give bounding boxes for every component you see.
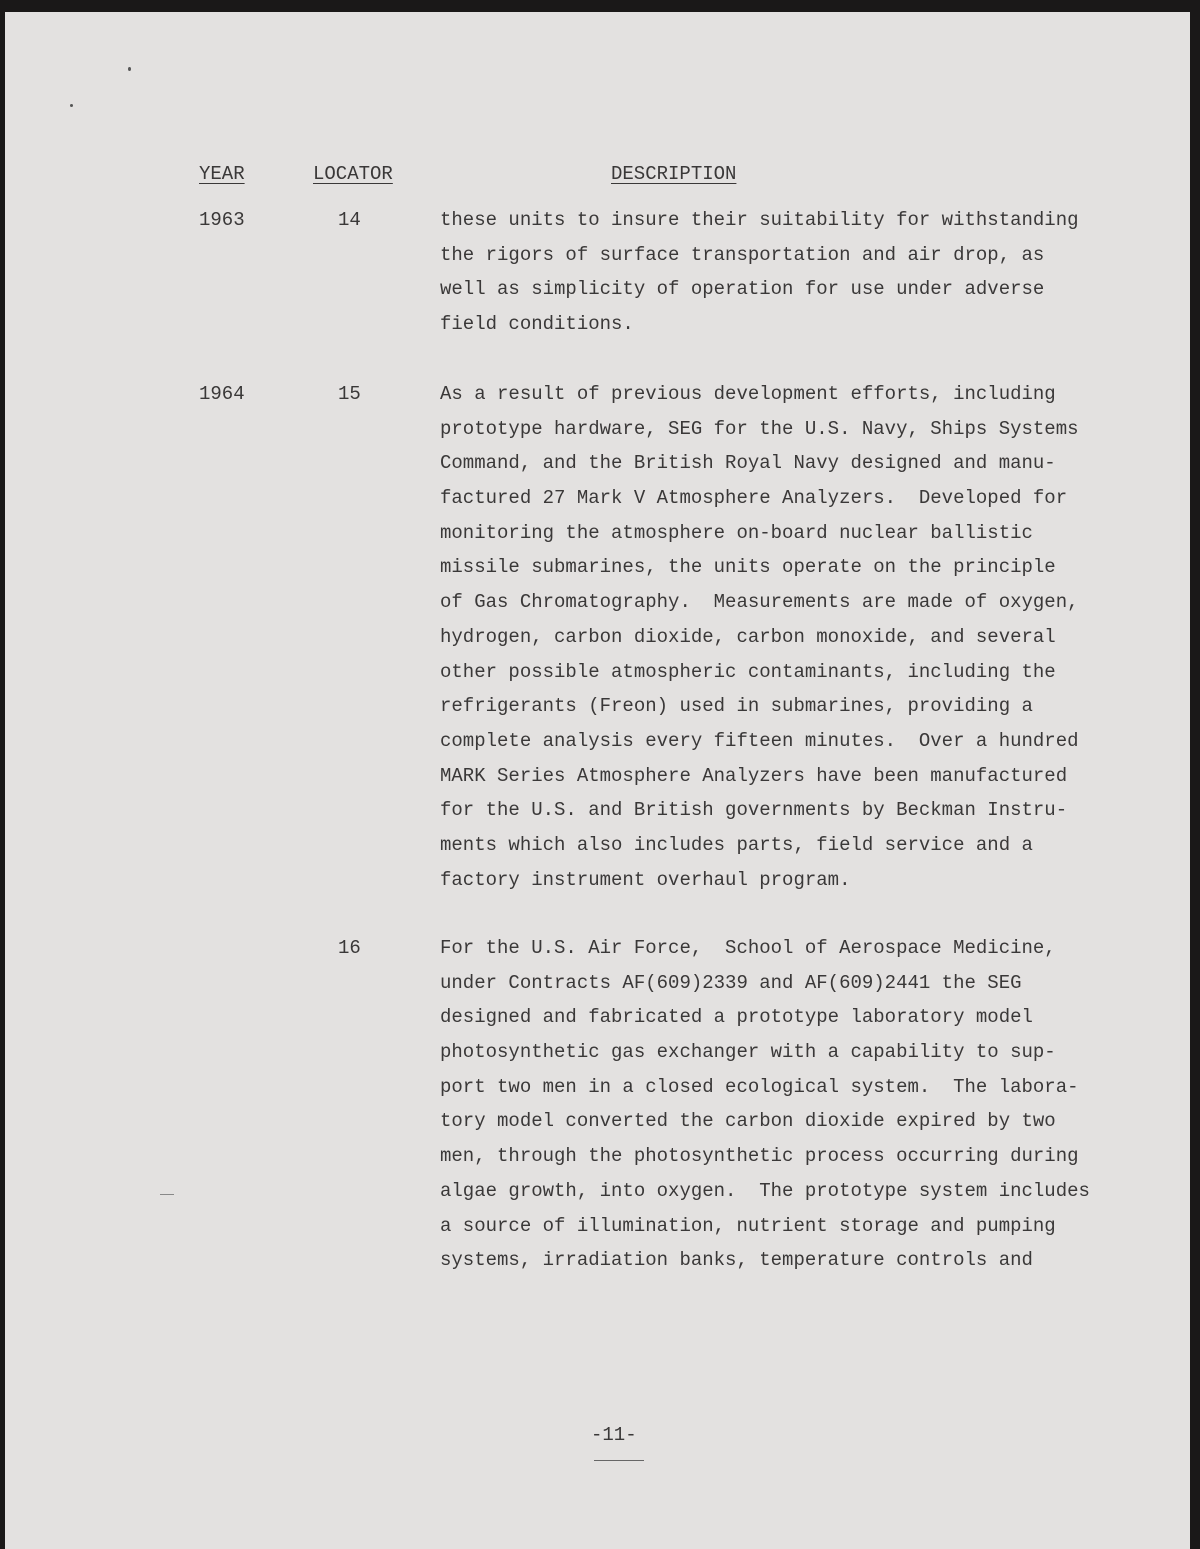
entry-locator: 15 xyxy=(338,383,361,405)
description-line: For the U.S. Air Force, School of Aerospace Medicine, xyxy=(440,937,1056,959)
entry-year: 1963 xyxy=(199,209,245,231)
description-line: tory model converted the carbon dioxide expired by two xyxy=(440,1110,1056,1133)
description-line: the rigors of surface transportation and air drop, as xyxy=(440,243,1045,266)
entry-year: 1964 xyxy=(199,383,245,405)
entry-locator: 16 xyxy=(338,937,361,959)
page-number: -11- xyxy=(591,1424,637,1446)
entry-description xyxy=(440,203,1079,342)
description-line: port two men in a closed ecological system. The labora- xyxy=(440,1075,1079,1098)
description-line: prototype hardware, SEG for the U.S. Navy, Ships Systems xyxy=(440,417,1079,440)
description-line: for the U.S. and British governments by Beckman Instru- xyxy=(440,799,1068,822)
description-line: hydrogen, carbon dioxide, carbon monoxide, and several xyxy=(440,625,1056,648)
description-line: systems, irradiation banks, temperature controls and xyxy=(440,1249,1033,1272)
scan-speck xyxy=(70,104,73,107)
description-line: Command, and the British Royal Navy designed and manu- xyxy=(440,452,1056,475)
header-year: YEAR xyxy=(199,163,245,185)
description-line: well as simplicity of operation for use under adverse xyxy=(440,278,1045,301)
entry-locator: 14 xyxy=(338,209,361,231)
scan-speck xyxy=(128,67,131,71)
entry-description xyxy=(440,931,1090,1278)
entry-description xyxy=(440,377,1079,897)
description-line: men, through the photosynthetic process occurring during xyxy=(440,1145,1079,1168)
description-line: of Gas Chromatography. Measurements are made of oxygen, xyxy=(440,591,1079,614)
description-line: field conditions. xyxy=(440,313,634,336)
header-description: DESCRIPTION xyxy=(611,163,737,185)
scan-mark xyxy=(160,1194,174,1195)
description-line: As a result of previous development efforts, including xyxy=(440,383,1056,405)
page-number-underline xyxy=(594,1460,644,1461)
description-line: photosynthetic gas exchanger with a capability to sup- xyxy=(440,1041,1056,1064)
description-line: complete analysis every fifteen minutes. Over a hundred xyxy=(440,729,1079,752)
description-line: factured 27 Mark V Atmosphere Analyzers. Developed for xyxy=(440,487,1068,510)
description-line: refrigerants (Freon) used in submarines, providing a xyxy=(440,695,1033,718)
description-line: missile submarines, the units operate on the principle xyxy=(440,556,1056,579)
description-line: factory instrument overhaul program. xyxy=(440,868,851,891)
description-line: a source of illumination, nutrient storage and pumping xyxy=(440,1214,1056,1237)
description-line: algae growth, into oxygen. The prototype system includes xyxy=(440,1179,1090,1202)
description-line: MARK Series Atmosphere Analyzers have been manufactured xyxy=(440,764,1068,787)
description-line: these units to insure their suitability for withstanding xyxy=(440,209,1079,231)
description-line: other possible atmospheric contaminants, including the xyxy=(440,660,1056,683)
description-line: under Contracts AF(609)2339 and AF(609)2441 the SEG xyxy=(440,971,1022,994)
header-locator: LOCATOR xyxy=(313,163,393,185)
description-line: monitoring the atmosphere on-board nuclear ballistic xyxy=(440,521,1033,544)
description-line: designed and fabricated a prototype laboratory model xyxy=(440,1006,1033,1029)
description-line: ments which also includes parts, field service and a xyxy=(440,833,1033,856)
